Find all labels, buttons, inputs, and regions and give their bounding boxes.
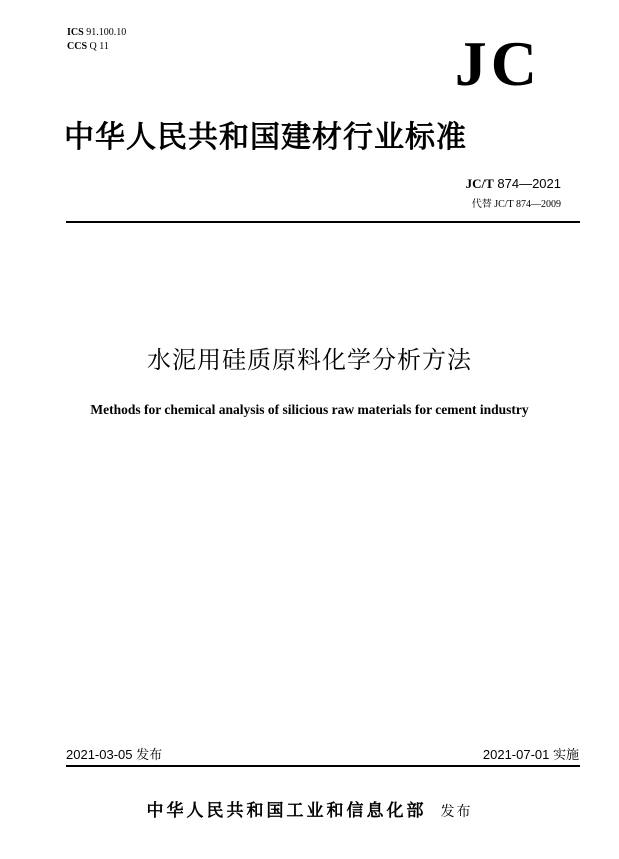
- standard-prefix: JC/T: [465, 176, 494, 191]
- document-title-english: Methods for chemical analysis of silicious raw materials for cement industry: [90, 402, 529, 417]
- classification-codes: [67, 26, 126, 54]
- standard-number: [466, 176, 561, 192]
- replaces-standard: 代替 JC/T 874—2009: [471, 199, 561, 210]
- ics-value: 91.100.10: [86, 27, 127, 38]
- implementation-date: 2021-07-01 实施: [482, 747, 579, 762]
- issuing-organization: 中华人民共和国工业和信息化部: [146, 801, 427, 821]
- top-divider: [66, 221, 580, 223]
- standard-number-value: 874—2021: [497, 176, 561, 191]
- issue-date: 2021-03-05 发布: [66, 747, 163, 762]
- ics-label: ICS: [67, 27, 84, 38]
- ccs-code: [67, 40, 126, 54]
- issue-action: 发布: [440, 804, 473, 820]
- standard-number-block: [466, 176, 561, 210]
- jc-logo: JC: [454, 28, 541, 99]
- ccs-label: CCS: [67, 41, 88, 52]
- ics-code: [67, 26, 126, 40]
- industry-standard-title: 中华人民共和国建材行业标准: [64, 120, 467, 155]
- issuer-line: [0, 796, 619, 821]
- bottom-divider: [66, 765, 580, 767]
- ccs-value: Q 11: [89, 41, 109, 52]
- document-title-chinese: 水泥用硅质原料化学分析方法: [147, 346, 472, 374]
